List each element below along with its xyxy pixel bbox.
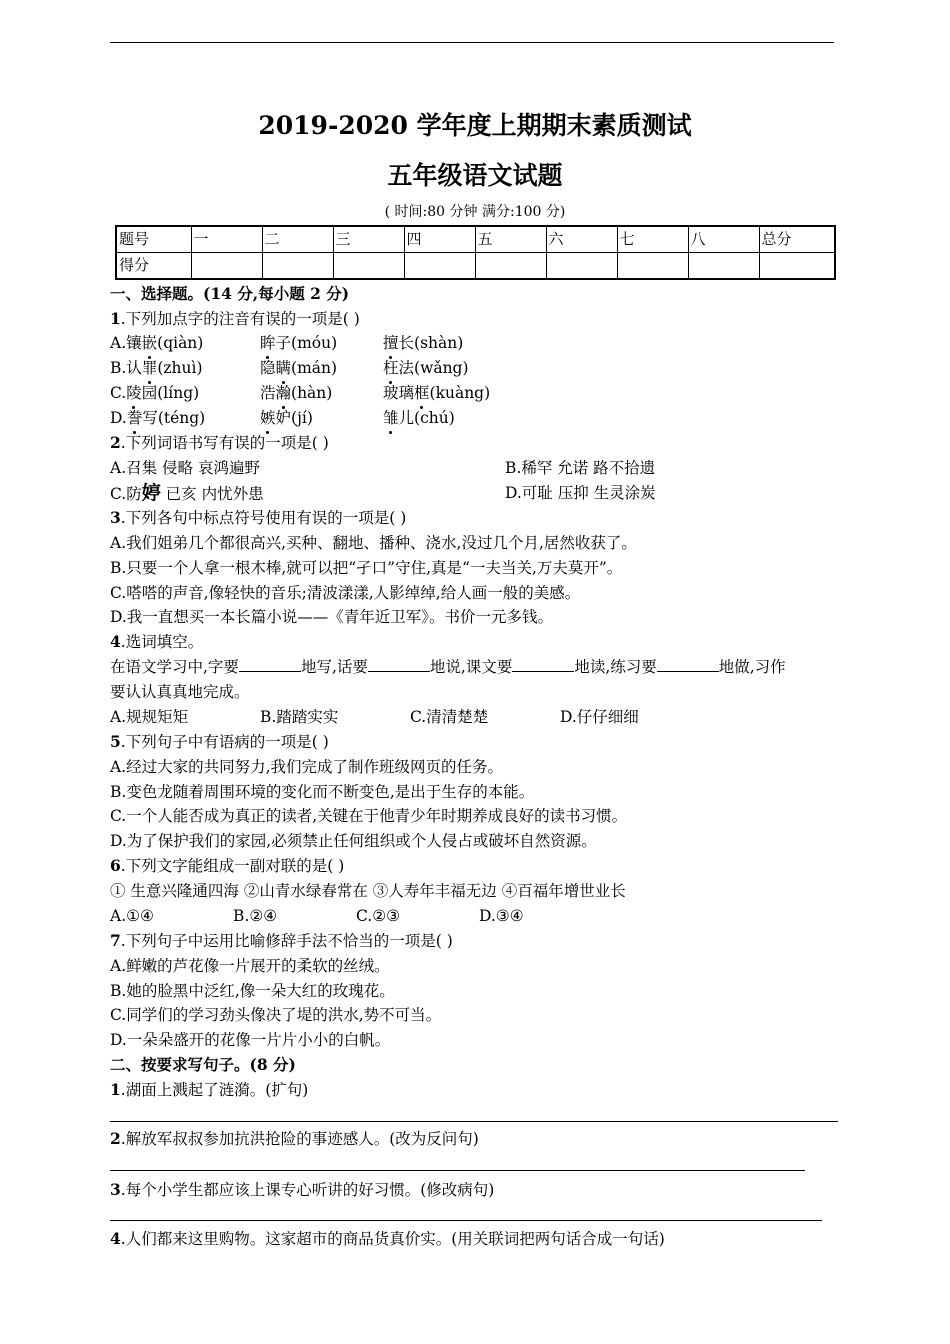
q5-stem [110, 732, 329, 752]
q3-number: 3 [110, 508, 121, 527]
q4-blank-4[interactable] [657, 657, 719, 672]
q6-options [110, 906, 602, 926]
section2-heading: 二、按要求写句子。(8 分) [110, 1055, 296, 1074]
s2-item-1-number: 1 [110, 1080, 121, 1099]
answer-line-2[interactable] [110, 1170, 805, 1171]
s2-item-2 [110, 1129, 479, 1149]
q1b3-dotted-char: 枉 [383, 359, 399, 377]
q1c-text: C. [110, 384, 127, 402]
q6-text: .下列文字能组成一副对联的是( ) [120, 857, 345, 875]
q7-number: 7 [110, 931, 121, 950]
score-cell[interactable] [262, 253, 333, 280]
score-cell[interactable] [404, 253, 475, 280]
s2-item-2-text: .解放军叔叔参加抗洪抢险的事迹感人。(改为反问句) [120, 1130, 479, 1148]
q1a-pinyin: (qiàn) [157, 334, 204, 352]
q4-sentence-cont: 要认认真真地完成。 [110, 683, 250, 701]
q1c-dotted-char: 陵 [126, 384, 142, 402]
q4-blank-3[interactable] [512, 657, 574, 672]
q2c-pre: C.防 [110, 485, 142, 503]
q1b2-dotted-char: 瞒 [275, 359, 292, 377]
answer-line-1[interactable] [110, 1121, 838, 1122]
q4-option-b: B.踏踏实实 [260, 708, 339, 726]
score-table-score-row [116, 253, 835, 280]
score-cell[interactable] [333, 253, 404, 280]
q1a-text: A.镶 [110, 334, 142, 352]
q4-s1: 在语文学习中,字要 [110, 658, 239, 676]
q2-stem [110, 433, 329, 453]
q4-blank-2[interactable] [368, 657, 430, 672]
s2-item-3-number: 3 [110, 1180, 121, 1199]
q1a2-dotted-char: 眸 [260, 334, 276, 352]
q7-text: .下列句子中运用比喻修辞手法不恰当的一项是( ) [120, 932, 453, 950]
q4-s5: 地做,习作 [718, 658, 786, 676]
header-rule [110, 42, 834, 43]
q1-number: 1 [110, 309, 121, 328]
s2-item-1 [110, 1080, 308, 1100]
q1b2-text: (mán) [291, 359, 338, 377]
q3-stem [110, 508, 406, 528]
score-cell[interactable] [759, 253, 835, 280]
q7-option-d: D.一朵朵盛开的花像一片片小小的白帆。 [110, 1031, 391, 1049]
time-info: ( 时间:80 分钟 满分:100 分) [384, 204, 566, 220]
q3-option-a: A.我们姐弟几个都很高兴,买种、翻地、播种、浇水,没过几个月,居然收获了。 [110, 534, 637, 552]
q2-option-a: A.召集 侵略 哀鸿遍野 [110, 459, 260, 477]
q7-option-b: B.她的脸黑中泛红,像一朵大红的玫瑰花。 [110, 982, 395, 1000]
q1b2-pre: 隐 [260, 359, 276, 377]
q4-s2: 地写,话要 [300, 658, 368, 676]
q4-option-a: A.规规矩矩 [110, 708, 189, 726]
q6-number: 6 [110, 856, 121, 875]
q5-option-c: C.一个人能否成为真正的读者,关键在于他青少年时期养成良好的读书习惯。 [110, 807, 628, 825]
col-header: 三 [333, 226, 404, 253]
q4-option-d: D.仔仔细细 [560, 708, 639, 726]
q6-option-d: D.③④ [479, 907, 524, 925]
q4-s4: 地读,练习要 [574, 658, 657, 676]
q1a3-text: 长(shàn) [398, 334, 464, 352]
s2-item-3-text: .每个小学生都应该上课专心听讲的好习惯。(修改病句) [120, 1181, 495, 1199]
s2-item-3 [110, 1180, 494, 1200]
q7-option-c: C.同学们的学习劲头像决了堤的洪水,势不可当。 [110, 1006, 442, 1024]
q1c3-text: (kuàng) [429, 384, 491, 402]
col-header: 一 [191, 226, 262, 253]
q6-items: ① 生意兴隆通四海 ②山青水绿春常在 ③人寿年丰福无边 ④百福年增世业长 [110, 882, 626, 900]
q5-option-b: B.变色龙随着周围环境的变化而不断变色,是出于生存的本能。 [110, 783, 535, 801]
q5-option-a: A.经过大家的共同努力,我们完成了制作班级网页的任务。 [110, 758, 504, 776]
q4-blank-1[interactable] [239, 657, 301, 672]
q1a-dotted-char: 嵌 [141, 334, 158, 352]
q6-stem [110, 856, 344, 876]
q1b-text: B.认 [110, 359, 142, 377]
score-cell[interactable] [475, 253, 546, 280]
q1-option-a [110, 333, 610, 353]
section1-heading: 一、选择题。(14 分,每小题 2 分) [110, 284, 350, 303]
q1d-pinyin: 写(téng) [142, 409, 206, 427]
q1c-pinyin: 园(líng) [141, 384, 200, 402]
q1-stem [110, 309, 360, 329]
score-cell[interactable] [688, 253, 759, 280]
col-header: 八 [688, 226, 759, 253]
q3-option-d: D.我一直想买一本长篇小说——《青年近卫军》。书价一元多钱。 [110, 608, 554, 626]
q1-text: .下列加点字的注音有误的一项是( ) [120, 310, 360, 328]
q4-stem [110, 632, 203, 652]
col-header: 六 [546, 226, 617, 253]
q4-number: 4 [110, 632, 121, 651]
col-header: 七 [617, 226, 688, 253]
col-header-total: 总分 [759, 226, 835, 253]
q1d-text: D. [110, 409, 127, 427]
score-cell[interactable] [191, 253, 262, 280]
q1-option-b [110, 358, 610, 378]
q7-stem [110, 931, 453, 951]
q6-option-a: A.①④ [110, 907, 154, 925]
q1b-dotted-char: 罪 [141, 359, 158, 377]
q6-option-c: C.②③ [356, 907, 401, 925]
q3-option-c: C.嗒嗒的声音,像轻快的音乐;清波漾漾,人影绰绰,给人画一般的美感。 [110, 584, 581, 602]
s2-item-4-text: .人们都来这里购物。这家超市的商品货真价实。(用关联词把两句话合成一句话) [120, 1230, 665, 1248]
score-table-header-row [116, 226, 835, 253]
q2c-post: 已亥 内忧外患 [160, 485, 264, 503]
q4-text: .选词填空。 [120, 633, 204, 651]
q2-options-row1 [110, 458, 810, 478]
q1c2-dotted-char: 瀚 [275, 384, 292, 402]
q1b-pinyin: (zhuì) [157, 359, 203, 377]
q1a2-text: 子(móu) [275, 334, 338, 352]
q2-options-row2 [110, 483, 810, 504]
q1c2-pre: 浩 [260, 384, 276, 402]
q1d2-dotted-char: 嫉 [260, 409, 276, 427]
score-table [115, 225, 836, 280]
q1d-dotted-char: 誊 [126, 409, 143, 427]
q3-option-b: B.只要一个人拿一根木棒,就可以把“孑口”守住,真是“一夫当关,万夫莫开”。 [110, 559, 623, 577]
s2-item-4 [110, 1229, 665, 1249]
q5-text: .下列句子中有语病的一项是( ) [120, 733, 329, 751]
q1c2-text: (hàn) [291, 384, 333, 402]
q2-option-d: D.可耻 压抑 生灵涂炭 [505, 484, 656, 502]
q4-options [110, 707, 710, 727]
q1c3-pre: 玻璃 [383, 384, 415, 402]
q5-option-d: D.为了保护我们的家园,必须禁止任何组织或个人侵占或破坏自然资源。 [110, 832, 597, 850]
q1d2-text: 妒(jí) [275, 409, 313, 427]
exam-title: 2019-2020 学年度上期期末素质测试 [258, 111, 692, 140]
q2-option-b: B.稀罕 允诺 路不拾遗 [505, 459, 656, 477]
q1-option-d [110, 408, 610, 428]
q1d3-dotted-char: 雏 [383, 409, 399, 427]
s2-item-2-number: 2 [110, 1129, 121, 1148]
q3-text: .下列各句中标点符号使用有误的一项是( ) [120, 509, 407, 527]
q1c3-dotted-char: 框 [414, 384, 430, 402]
answer-line-3[interactable] [110, 1220, 822, 1221]
q1d3-text: 儿(chú) [398, 409, 455, 427]
q5-number: 5 [110, 732, 121, 751]
s2-item-4-number: 4 [110, 1229, 121, 1248]
q6-option-b: B.②④ [233, 907, 278, 925]
q1a3-dotted-char: 擅 [383, 334, 399, 352]
q4-s3: 地说,课文要 [429, 658, 513, 676]
col-header: 二 [262, 226, 333, 253]
q4-sentence [110, 657, 786, 677]
col-header: 四 [404, 226, 475, 253]
exam-subtitle: 五年级语文试题 [387, 161, 563, 190]
col-header: 五 [475, 226, 546, 253]
q2c-char: 婷 [141, 482, 161, 504]
q1b3-text: 法(wǎng) [398, 359, 469, 377]
q4-option-c: C.清清楚楚 [410, 708, 489, 726]
score-cell[interactable] [546, 253, 617, 280]
q1-option-c [110, 383, 610, 403]
q2-text: .下列词语书写有误的一项是( ) [120, 434, 329, 452]
row-label-question: 题号 [116, 226, 191, 253]
q7-option-a: A.鲜嫩的芦花像一片展开的柔软的丝绒。 [110, 957, 390, 975]
s2-item-1-text: .湖面上溅起了涟漪。(扩句) [120, 1081, 309, 1099]
row-label-score: 得分 [116, 253, 191, 280]
q2-option-c [110, 482, 264, 504]
q2-number: 2 [110, 433, 121, 452]
score-cell[interactable] [617, 253, 688, 280]
